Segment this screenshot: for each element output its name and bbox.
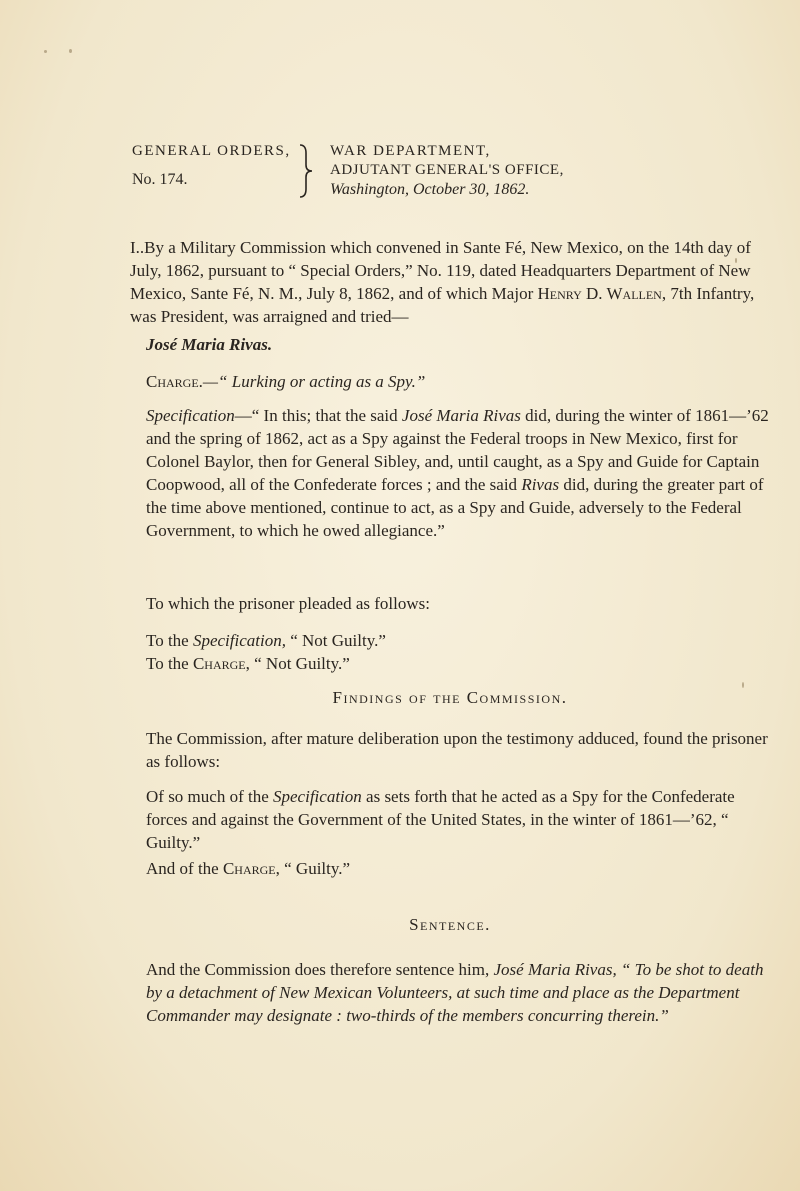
plea-spec-label: Specification, xyxy=(192,631,286,650)
findings-heading: Findings of the Commission. xyxy=(332,688,568,707)
adjutant-generals-office: ADJUTANT GENERAL'S OFFICE, xyxy=(330,162,564,178)
accused-name: José Maria Rivas. xyxy=(146,335,273,354)
specification-text-2: did, during the winter of 1861—’62 and the spring of 1862, act as a Spy against the Federal troops in New Mexico, first for Colonel Baylor, then for General Sibley, and, until caught, as a Spy and Guide for Captain Coopwood, all of the Confederate forces ; and the said xyxy=(146,406,769,494)
sentence-heading: Sentence. xyxy=(409,915,491,934)
specification-label: Specification xyxy=(146,406,235,425)
plea-specification xyxy=(146,629,786,652)
finding-spec-text: as sets forth that he acted as a Spy for the Confederate forces and against the Government of the United States, in the winter of 1861—’62, “ Guilty.” xyxy=(146,787,735,852)
sentence-prefix: And the Commission does therefore sentence him, xyxy=(146,960,490,979)
place-and-date xyxy=(330,181,529,199)
finding-charge-text: “ Guilty.” xyxy=(284,859,351,878)
plea-charge xyxy=(146,652,786,675)
specification-accused: José Maria Rivas xyxy=(401,406,521,425)
paper-speck xyxy=(44,50,47,53)
paper-speck xyxy=(69,49,72,53)
finding-charge-label: Charge, xyxy=(222,859,280,878)
specification-text-1: —“ In this; that the said xyxy=(234,406,398,425)
general-orders-title: GENERAL ORDERS, xyxy=(132,143,291,159)
plea-charge-label: Charge, xyxy=(192,654,250,673)
finding-charge xyxy=(146,857,786,880)
finding-specification xyxy=(146,785,770,854)
charge-text: —“ Lurking or acting as a Spy.” xyxy=(202,372,426,391)
plea-spec-text: “ Not Guilty.” xyxy=(290,631,386,650)
finding-spec-prefix: Of so much of the xyxy=(146,787,269,806)
plea-charge-prefix: To the xyxy=(146,654,189,673)
finding-spec-label: Specification xyxy=(273,787,362,806)
plea-charge-text: “ Not Guilty.” xyxy=(254,654,350,673)
brace-icon xyxy=(296,143,316,199)
document-header xyxy=(132,143,772,213)
section-number: I.. xyxy=(130,238,145,257)
place: Washington, xyxy=(330,181,409,198)
specification-text-3: did, during the greater part of the time above mentioned, continue to act, as a Spy and Guide, adversely to the Federal Government, to which he owed allegiance.” xyxy=(146,475,764,540)
sentence-accused: José Maria Rivas, xyxy=(493,960,617,979)
charge-line xyxy=(146,370,786,393)
finding-charge-prefix: And of the xyxy=(146,859,219,878)
intro-paragraph xyxy=(130,236,770,328)
president-name: Henry D. Wallen xyxy=(537,284,662,303)
specification-paragraph xyxy=(146,404,770,542)
order-number: No. 174. xyxy=(132,171,188,188)
plea-spec-prefix: To the xyxy=(146,631,189,650)
intro-text: By a Military Commission which convened in Sante Fé, New Mexico, on the 14th day of July, 1862, pursuant to “ Special Orders,” No. 119, dated Headquarters Department of New Mexico, Sante Fé, N. M., July 8, 1862, and of which Major xyxy=(130,238,751,303)
specification-accused-short: Rivas xyxy=(521,475,560,494)
date-month: October 30, 1862. xyxy=(412,181,530,198)
findings-intro: The Commission, after mature deliberation upon the testimony adduced, found the prisoner as follows: xyxy=(146,729,768,771)
sentence-paragraph xyxy=(146,958,770,1027)
intro-text-end: , 7th Infantry, was President, was arraigned and tried— xyxy=(130,284,755,326)
charge-label: Charge. xyxy=(146,372,203,391)
plea-intro: To which the prisoner pleaded as follows: xyxy=(146,594,430,613)
war-department: WAR DEPARTMENT, xyxy=(330,143,491,159)
sentence-text: “ To be shot to death by a detachment of New Mexican Volunteers, at such time and place as the Department Commander may designate : two-thirds of the members concurring therein.” xyxy=(146,960,764,1025)
